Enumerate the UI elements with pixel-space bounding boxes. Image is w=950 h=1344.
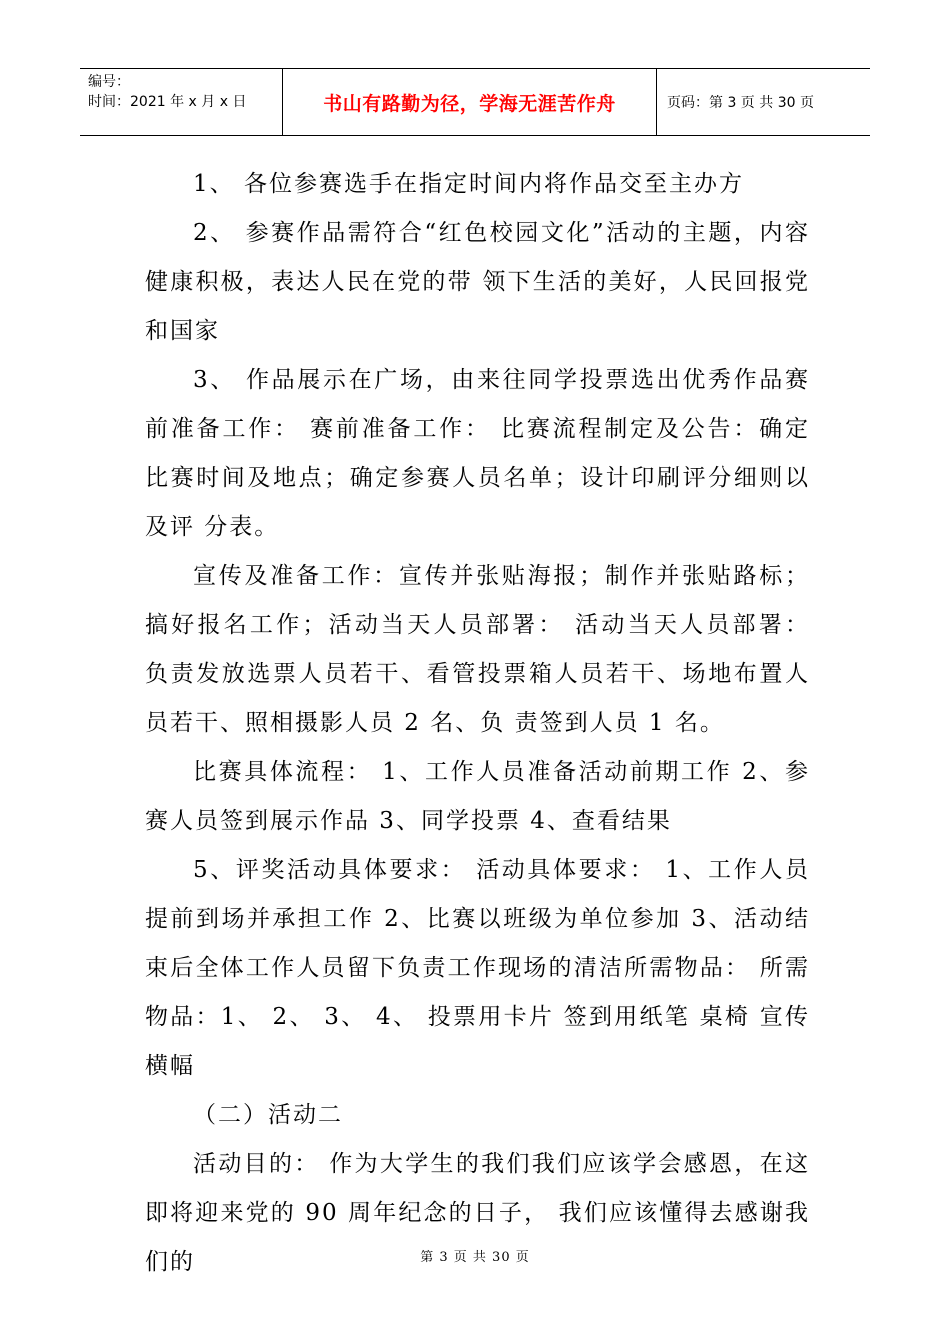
header-page-info xyxy=(657,69,870,135)
document-body xyxy=(145,160,810,1287)
header-motto-cell xyxy=(283,69,657,135)
document-date: 时间：2021 年 x 月 x 日 xyxy=(88,94,247,110)
body-paragraph: 5、评奖活动具体要求： 活动具体要求： 1、工作人员提前到场并承担工作 2、比赛以班级为单位参加 3、活动结束后全体工作人员留下负责工作现场的清洁所需物品： 所需物品：1、 2、 3、 4、 投票用卡片 签到用纸笔 桌椅 宣传横幅 xyxy=(145,857,810,1079)
header-motto: 书山有路勤为径，学海无涯苦作舟 xyxy=(323,92,616,115)
body-paragraph: 宣传及准备工作：宣传并张贴海报；制作并张贴路标；搞好报名工作；活动当天人员部署： 活动当天人员部署： 负责发放选票人员若干、看管投票箱人员若干、场地布置人员若干、照相摄影人员 2 名、负 责签到人员 1 名。 xyxy=(145,563,810,736)
body-paragraph: 3、 作品展示在广场，由来往同学投票选出优秀作品赛前准备工作： 赛前准备工作： 比赛流程制定及公告：确定比赛时间及地点；确定参赛人员名单；设计印刷评分细则以及评 分表。 xyxy=(145,367,810,540)
section-heading: （二）活动二 xyxy=(193,1102,343,1128)
body-paragraph: 2、 参赛作品需符合“红色校园文化”活动的主题，内容健康积极，表达人民在党的带 领下生活的美好，人民回报党和国家 xyxy=(145,220,810,344)
page-footer xyxy=(0,1246,950,1265)
body-paragraph: 1、 各位参赛选手在指定时间内将作品交至主办方 xyxy=(193,171,744,197)
document-number-label: 编号： xyxy=(88,74,130,90)
body-paragraph: 比赛具体流程： 1、工作人员准备活动前期工作 2、参赛人员签到展示作品 3、同学投票 4、查看结果 xyxy=(145,759,810,834)
body-paragraph: 活动目的： 作为大学生的我们我们应该学会感恩，在这即将迎来党的 90 周年纪念的日子， 我们应该懂得去感谢我们的 xyxy=(145,1151,810,1275)
page-info-text: 页码：第 3 页 共 30 页 xyxy=(667,95,814,111)
footer-page-number: 第 3 页 共 30 页 xyxy=(420,1250,530,1265)
header-meta xyxy=(80,69,283,135)
document-header xyxy=(80,68,870,136)
